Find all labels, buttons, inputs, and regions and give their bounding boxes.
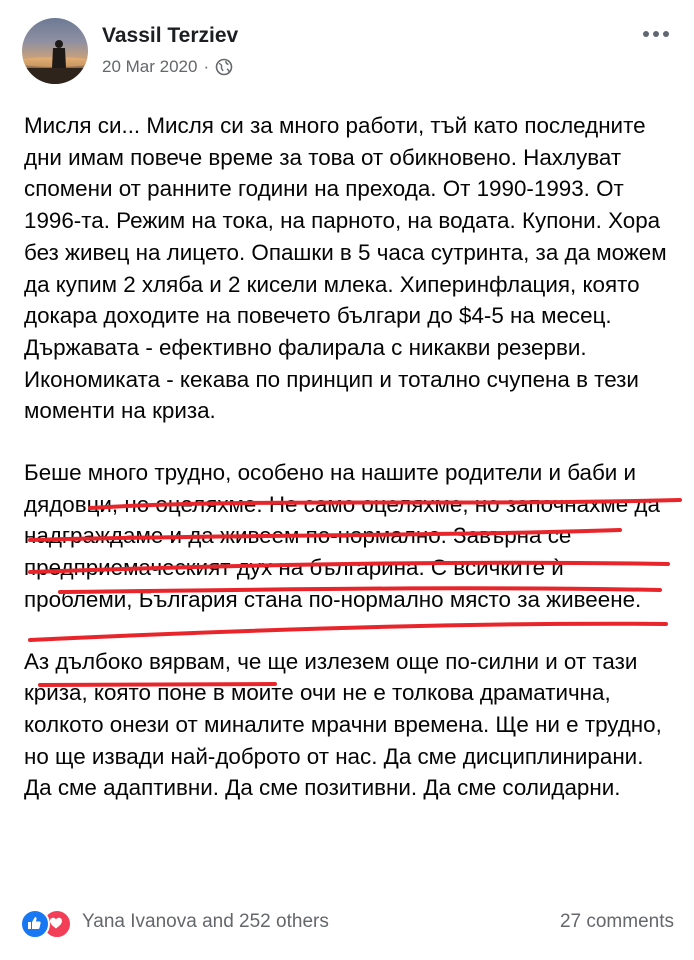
- comments-count-link[interactable]: 27 comments: [559, 911, 674, 932]
- reactions-count-text[interactable]: Yana Ivanova and 252 others: [82, 911, 329, 932]
- post-paragraph: Беше много трудно, особено на нашите родители и баби и дядовци, но оцеляхме. Не само оцеляхме, но започнахме да надграждаме и да живеем по-нормално. Завърна се предприемаческият дух на българина. С всичките ѝ проблеми, България стана по-нормално място за живеене.: [24, 460, 660, 612]
- reactions-summary[interactable]: [20, 907, 329, 937]
- post-text: [24, 110, 674, 834]
- post-footer: [20, 905, 674, 941]
- post-meta: [102, 57, 233, 77]
- post-date[interactable]: 20 Mar 2020: [102, 57, 198, 76]
- globe-icon[interactable]: [215, 58, 233, 76]
- more-options-icon[interactable]: [640, 24, 672, 44]
- post-header: [18, 14, 678, 94]
- avatar[interactable]: [22, 18, 88, 84]
- meta-separator: ·: [203, 57, 210, 76]
- post-paragraph: Мисля си... Мисля си за много работи, тъй като последните дни имам повече време за това от обикновено. Нахлуват спомени от ранните години на прехода. От 1990-1993. От 1996-та. Режим на тока, на парното, на водата. Купони. Хора без живец на лицето. Опашки в 5 часа сутринта, за да можем да купим 2 хляба и 2 кисели млека. Хиперинфлация, която докара доходите на повечето българи до $4-5 на месец. Държавата - ефективно фалирала с никакви резерви. Икономиката - кекава по принцип и тотално счупена в тези моменти на криза.: [24, 113, 667, 424]
- avatar-photo: [22, 18, 88, 84]
- post-paragraph: Аз дълбоко вярвам, че ще излезем още по-силни и от тази криза, която поне в моите очи не е толкова драматична, колкото онези от миналите мрачни времена. Ще ни е трудно, но ще извади най-доброто от нас. Да сме дисциплинирани. Да сме адаптивни. Да сме позитивни. Да сме солидарни.: [24, 648, 662, 801]
- like-icon: [20, 909, 50, 939]
- reaction-icons: [20, 907, 78, 937]
- author-name[interactable]: Vassil Terziev: [102, 24, 239, 47]
